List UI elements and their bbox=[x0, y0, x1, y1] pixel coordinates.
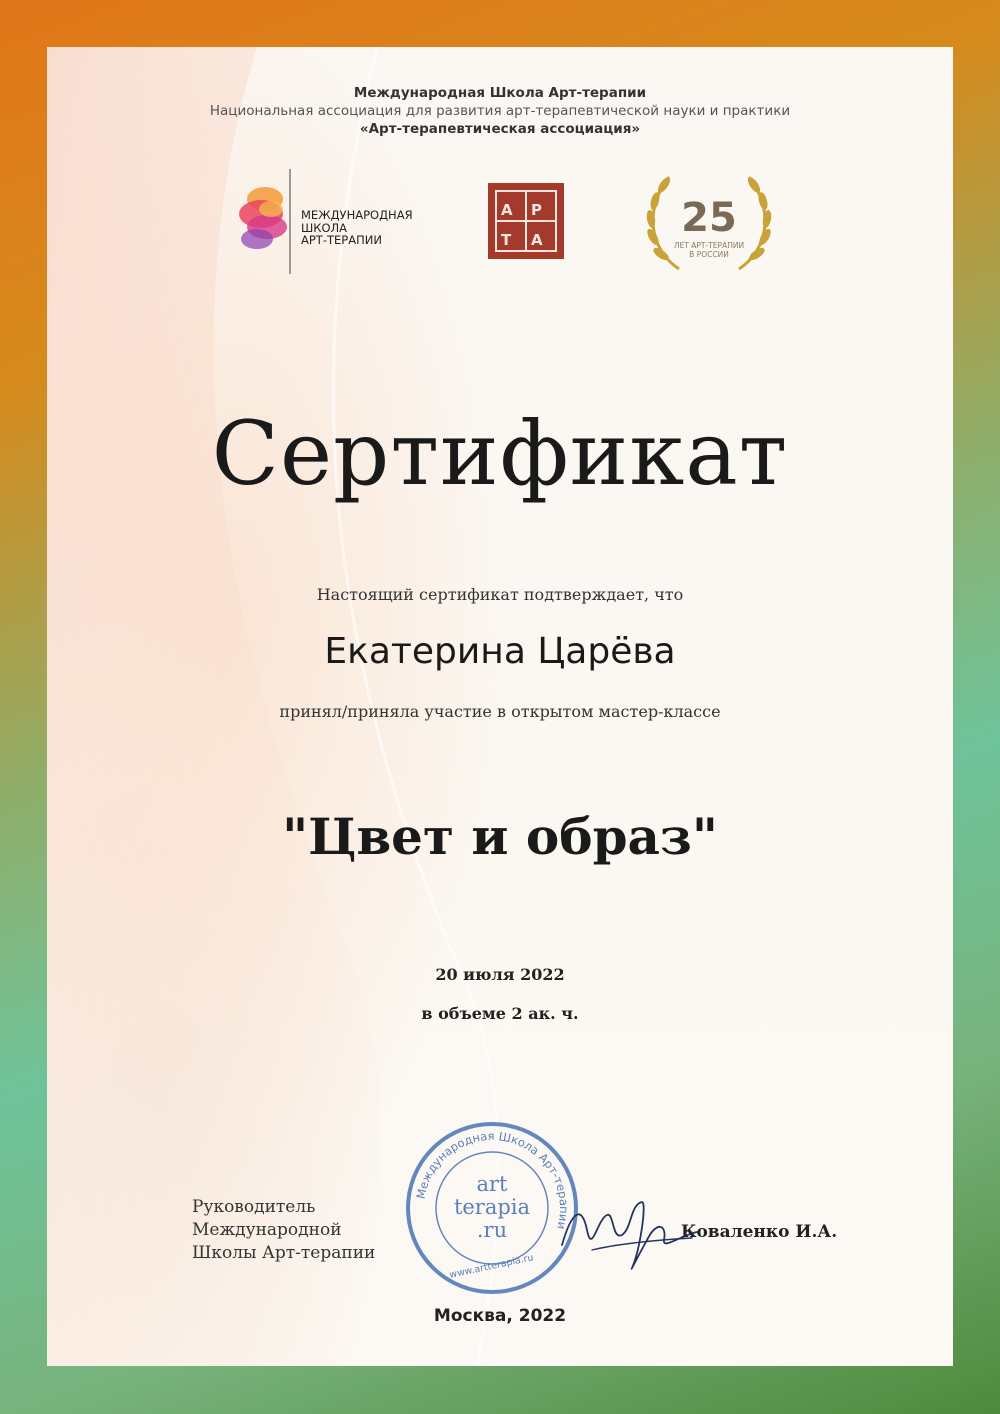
school-logo bbox=[235, 169, 435, 274]
association-name: «Арт-терапевтическая ассоциация» bbox=[359, 121, 641, 137]
school-name-header: Международная Школа Арт-терапии bbox=[353, 85, 647, 101]
art-association-emblem-icon bbox=[488, 183, 564, 259]
course-volume: в объеме 2 ак. ч. bbox=[421, 1004, 579, 1023]
school-logo-text: МЕЖДУНАРОДНАЯ ШКОЛА АРТ-ТЕРАПИИ bbox=[301, 208, 413, 247]
association-description: Национальная ассоциация для развития арт-терапевтической науки и практики bbox=[209, 103, 791, 119]
signer-name: Коваленко И.А. bbox=[681, 1222, 838, 1242]
svg-text:А: А bbox=[531, 231, 543, 249]
svg-text:terapia: terapia bbox=[453, 1195, 531, 1219]
paint-splash-icon bbox=[235, 169, 291, 274]
course-title: "Цвет и образ" bbox=[282, 807, 718, 866]
confirm-text: Настоящий сертификат подтверждает, что bbox=[316, 585, 684, 604]
logo-divider bbox=[289, 169, 291, 274]
svg-text:А: А bbox=[501, 201, 513, 219]
anniversary-number: 25 bbox=[681, 195, 737, 241]
association-logo bbox=[488, 183, 564, 259]
city-year: Москва, 2022 bbox=[433, 1306, 567, 1326]
svg-text:ЛЕТ АРТ-ТЕРАПИИ: ЛЕТ АРТ-ТЕРАПИИ bbox=[673, 241, 745, 250]
svg-text:В РОССИИ: В РОССИИ bbox=[689, 250, 729, 259]
handwritten-signature bbox=[552, 1190, 702, 1275]
laurel-wreath-icon bbox=[639, 169, 779, 279]
certificate-sheet bbox=[47, 47, 953, 1366]
svg-text:www.artterapia.ru: www.artterapia.ru bbox=[448, 1252, 535, 1281]
svg-text:Т: Т bbox=[501, 231, 512, 249]
participation-text: принял/приняла участие в открытом мастер-классе bbox=[279, 702, 721, 721]
svg-text:Международная Школа Арт-терапи: Международная Школа Арт-терапии bbox=[413, 1128, 572, 1231]
anniversary-badge bbox=[639, 169, 779, 279]
signer-role: Руководитель Международной Школы Арт-терапии bbox=[192, 1197, 376, 1263]
recipient-name: Екатерина Царёва bbox=[324, 631, 676, 672]
svg-text:.ru: .ru bbox=[476, 1218, 508, 1242]
certificate-title: Сертификат bbox=[211, 402, 789, 505]
svg-text:art: art bbox=[476, 1172, 508, 1196]
svg-text:Р: Р bbox=[531, 201, 542, 219]
event-date: 20 июля 2022 bbox=[435, 965, 565, 984]
